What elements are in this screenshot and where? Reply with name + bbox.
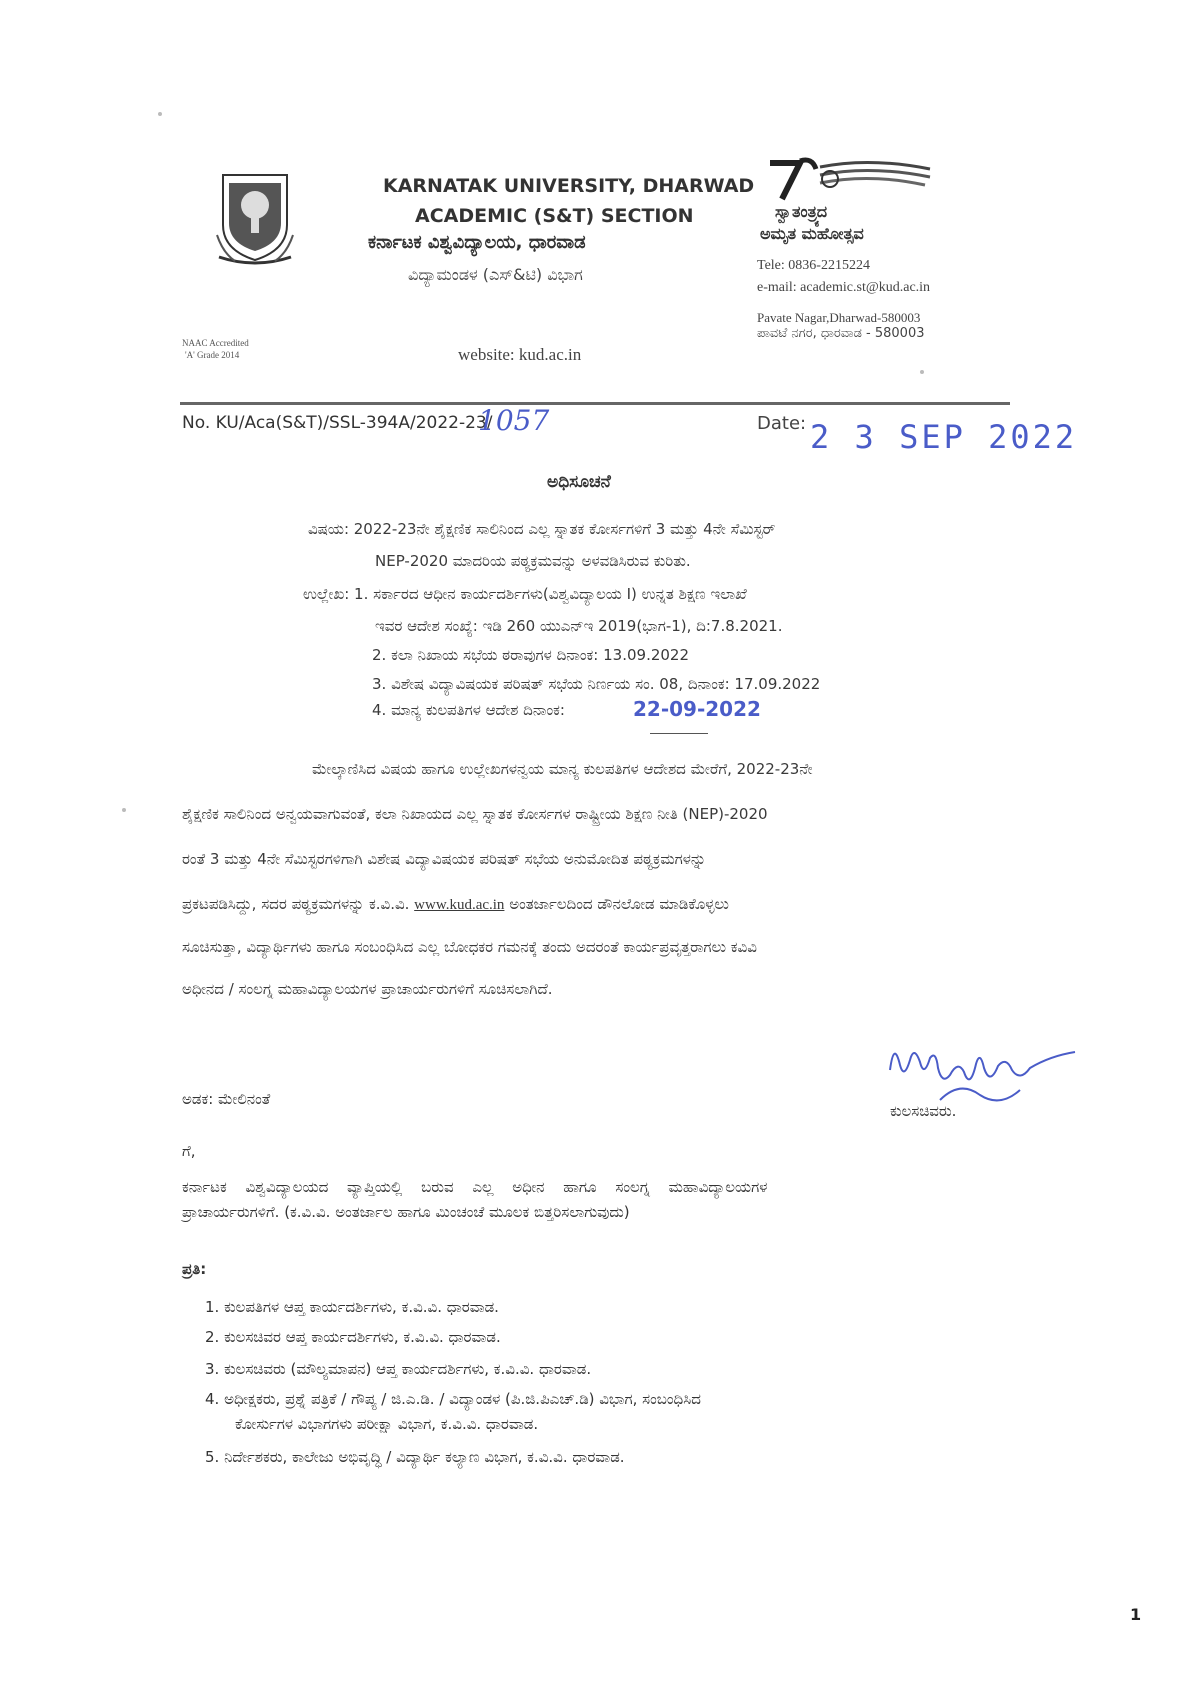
address-en: Pavate Nagar,Dharwad-580003 xyxy=(757,310,921,325)
email: e-mail: academic.st@kud.ac.in xyxy=(757,280,931,295)
copy-item: 2. ಕುಲಸಚಿವರ ಆಪ್ತ ಕಾರ್ಯದರ್ಶಿಗಳು, ಕ.ವಿ.ವಿ. ಧಾರವಾಡ. xyxy=(205,1328,501,1346)
body-line4-post: ಅಂತರ್ಜಾಲದಿಂದ ಡೌನಲೋಡ ಮಾಡಿಕೊಳ್ಳಲು xyxy=(504,895,729,913)
university-name-en: KARNATAK UNIVERSITY, DHARWAD xyxy=(383,175,755,197)
to-label: ಗೆ, xyxy=(182,1142,196,1160)
date-label: Date: xyxy=(757,413,807,434)
reference-2: 2. ಕಲಾ ನಿಖಾಯ ಸಭೆಯ ಠರಾವುಗಳ ದಿನಾಂಕ: 13.09.2022 xyxy=(372,646,690,664)
copy-label: ಪ್ರತಿ: xyxy=(182,1260,207,1278)
copy-item: 4. ಅಧೀಕ್ಷಕರು, ಪ್ರಶ್ನೆ ಪತ್ರಿಕೆ / ಗೌಪ್ಯ / ಜಿ.ಎ.ಡಿ. / ವಿದ್ಯಾಂಡಳ (ಪಿ.ಜಿ.ಪಿಎಚ್.ಡಿ) ವಿಭಾಗ, ಸಂಬಂಧಿಸಿದ xyxy=(205,1390,701,1408)
subject-line2: NEP-2020 ಮಾದರಿಯ ಪಠ್ಯಕ್ರಮವನ್ನು ಅಳವಡಿಸಿರುವ ಕುರಿತು. xyxy=(375,552,691,570)
copy-item: 1. ಕುಲಪತಿಗಳ ಆಪ್ತ ಕಾರ್ಯದರ್ಶಿಗಳು, ಕ.ವಿ.ವಿ. ಧಾರವಾಡ. xyxy=(205,1298,499,1316)
separator-dash xyxy=(650,733,708,734)
subject-line1: ವಿಷಯ: 2022-23ನೇ ಶೈಕ್ಷಣಿಕ ಸಾಲಿನಿಂದ ಎಲ್ಲ ಸ್ನಾತಕ ಕೋರ್ಸಗಳಿಗೆ 3 ಮತ್ತು 4ನೇ ಸೆಮಿಸ್ಟರ್ xyxy=(308,520,776,538)
body-line1: ಮೇಲ್ಕಾಣಿಸಿದ ವಿಷಯ ಹಾಗೂ ಉಲ್ಲೇಖಗಳನ್ವಯ ಮಾನ್ಯ ಕುಲಪತಿಗಳ ಆದೇಶದ ಮೇರೆಗೆ, 2022-23ನೇ xyxy=(312,760,813,778)
copy-item-continuation: ಕೋರ್ಸುಗಳ ವಿಭಾಗಗಳು ಪರೀಕ್ಷಾ ವಿಭಾಗ, ಕ.ವಿ.ವಿ. ಧಾರವಾಡ. xyxy=(235,1415,539,1433)
address-kn: ಪಾವಟೆ ನಗರ, ಧಾರವಾಡ - 580003 xyxy=(757,326,925,341)
naac-grade: 'A' Grade 2014 xyxy=(185,350,240,360)
reference-3: 3. ವಿಶೇಷ ವಿದ್ಯಾವಿಷಯಕ ಪರಿಷತ್ ಸಭೆಯ ನಿರ್ಣಯ ಸಂ. 08, ದಿನಾಂಕ: 17.09.2022 xyxy=(372,675,821,693)
body-line3: ರಂತೆ 3 ಮತ್ತು 4ನೇ ಸೆಮಿಸ್ಟರಗಳಿಗಾಗಿ ವಿಶೇಷ ವಿದ್ಯಾವಿಷಯಕ ಪರಿಷತ್ ಸಭೆಯ ಅನುಮೋದಿತ ಪಠ್ಯಕ್ರಮಗಳನ್ನು xyxy=(182,850,707,868)
header-divider xyxy=(180,402,1010,405)
enclosure: ಅಡಕ: ಮೇಲಿನಂತೆ xyxy=(182,1090,271,1108)
naac-accreditation: NAAC Accredited xyxy=(182,338,249,348)
website: website: kud.ac.in xyxy=(458,345,582,364)
body-line4 xyxy=(182,895,729,914)
website-link[interactable]: www.kud.ac.in xyxy=(414,897,505,913)
date-stamp: 2 3 SEP 2022 xyxy=(810,418,1078,456)
section-name-en: ACADEMIC (S&T) SECTION xyxy=(415,205,694,227)
scan-speck xyxy=(122,808,126,812)
scan-speck xyxy=(920,370,924,374)
telephone: Tele: 0836-2215224 xyxy=(757,258,870,273)
body-line6: ಅಧೀನದ / ಸಂಲಗ್ನ ಮಹಾವಿದ್ಯಾಲಯಗಳ ಪ್ರಾಚಾರ್ಯರುಗಳಿಗೆ ಸೂಚಿಸಲಾಗಿದೆ. xyxy=(182,980,553,998)
copy-item: 3. ಕುಲಸಚಿವರು (ಮೌಲ್ಯಮಾಪನ) ಆಪ್ತ ಕಾರ್ಯದರ್ಶಿಗಳು, ಕ.ವಿ.ವಿ. ಧಾರವಾಡ. xyxy=(205,1360,592,1378)
reference-number: No. KU/Aca(S&T)/SSL-394A/2022-23/ xyxy=(182,413,493,433)
to-line1: ಕರ್ನಾಟಕ ವಿಶ್ವವಿದ್ಯಾಲಯದ ವ್ಯಾಪ್ತಿಯಲ್ಲಿ ಬರುವ ಎಲ್ಲ ಅಧೀನ ಹಾಗೂ ಸಂಲಗ್ನ ಮಹಾವಿದ್ಯಾಲಯಗಳ xyxy=(182,1178,768,1196)
body-line5: ಸೂಚಿಸುತ್ತಾ, ವಿದ್ಯಾರ್ಥಿಗಳು ಹಾಗೂ ಸಂಬಂಧಿಸಿದ ಎಲ್ಲ ಬೋಧಕರ ಗಮನಕ್ಕೆ ತಂದು ಅದರಂತೆ ಕಾರ್ಯಪ್ರವೃತ್ತರಾಗಲು ಕವಿವಿ xyxy=(182,938,757,956)
reference-1-line2: ಇವರ ಆದೇಶ ಸಂಖ್ಯೆ: ಇಡಿ 260 ಯುಎನ್ಇ 2019(ಭಾಗ-1), ದಿ:7.8.2021. xyxy=(375,617,783,635)
university-emblem xyxy=(215,165,295,270)
copy-item: 5. ನಿರ್ದೇಶಕರು, ಕಾಲೇಜು ಅಭಿವೃದ್ಧಿ / ವಿದ್ಯಾರ್ಥಿ ಕಲ್ಯಾಣ ವಿಭಾಗ, ಕ.ವಿ.ವಿ. ಧಾರವಾಡ. xyxy=(205,1448,625,1466)
handwritten-reference-number: 1057 xyxy=(478,404,550,437)
to-line2: ಪ್ರಾಚಾರ್ಯರುಗಳಿಗೆ. (ಕ.ವಿ.ವಿ. ಅಂತರ್ಜಾಲ ಹಾಗೂ ಮಿಂಚಂಚೆ ಮೂಲಕ ಬಿತ್ತರಿಸಲಾಗುವುದು) xyxy=(182,1203,630,1221)
university-name-kn: ಕರ್ನಾಟಕ ವಿಶ್ವವಿದ್ಯಾಲಯ, ಧಾರವಾಡ xyxy=(368,232,586,253)
body-line2: ಶೈಕ್ಷಣಿಕ ಸಾಲಿನಿಂದ ಅನ್ವಯವಾಗುವಂತೆ, ಕಲಾ ನಿಖಾಯದ ಎಲ್ಲ ಸ್ನಾತಕ ಕೋರ್ಸಗಳ ರಾಷ್ಟ್ರೀಯ ಶಿಕ್ಷಣ ನೀತಿ (NEP)-2020 xyxy=(182,805,768,823)
scan-speck xyxy=(158,112,162,116)
reference-4-handwritten-date: 22-09-2022 xyxy=(633,697,761,721)
notification-title: ಅಧಿಸೂಚನೆ xyxy=(547,472,611,492)
azadi-text-line2: ಅಮೃತ ಮಹೋತ್ಸವ xyxy=(760,224,864,243)
section-name-kn: ವಿದ್ಯಾಮಂಡಳ (ಎಸ್&ಟಿ) ವಿಭಾಗ xyxy=(408,265,583,284)
reference-4: 4. ಮಾನ್ಯ ಕುಲಪತಿಗಳ ಆದೇಶ ದಿನಾಂಕ: xyxy=(372,701,565,719)
reference-1-line1: ಉಲ್ಲೇಖ: 1. ಸರ್ಕಾರದ ಆಧೀನ ಕಾರ್ಯದರ್ಶಿಗಳು(ವಿಶ್ವವಿದ್ಯಾಲಯ I) ಉನ್ನತ ಶಿಕ್ಷಣ ಇಲಾಖೆ xyxy=(303,585,747,603)
body-line4-pre: ಪ್ರಕಟಪಡಿಸಿದ್ದು, ಸದರ ಪಠ್ಯಕ್ರಮಗಳನ್ನು ಕ.ವಿ.ವಿ. xyxy=(182,895,415,913)
page-number: 1 xyxy=(1130,1605,1142,1624)
registrar-title: ಕುಲಸಚಿವರು. xyxy=(890,1102,957,1120)
azadi-text-line1: ಸ್ವಾತಂತ್ರ್ಯದ xyxy=(775,202,828,221)
